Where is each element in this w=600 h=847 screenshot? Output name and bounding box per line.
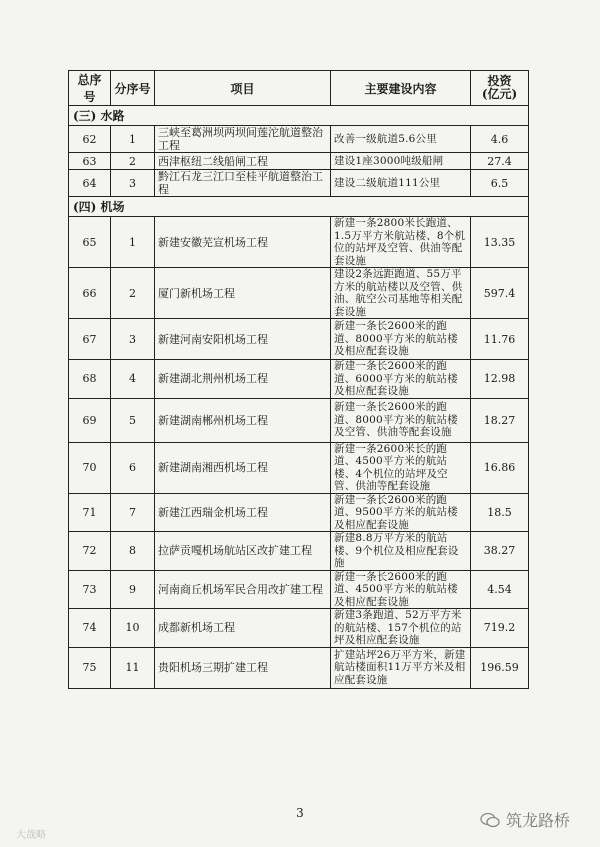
header-content: 主要建设内容 (331, 71, 471, 106)
cell-sub-no: 9 (111, 570, 155, 609)
cell-total-no: 68 (69, 360, 111, 399)
cell-invest: 18.5 (471, 493, 529, 532)
cell-invest: 38.27 (471, 532, 529, 571)
cell-sub-no: 10 (111, 609, 155, 648)
cell-content: 新建8.8万平方米的航站楼、9个机位及相应配套设施 (331, 532, 471, 571)
section-row-airport (69, 197, 529, 217)
cell-content: 新建一条长2600米的跑道、6000平方米的航站楼及相应配套设施 (331, 360, 471, 399)
cell-sub-no: 11 (111, 647, 155, 688)
watermark-left: 大战略 (16, 830, 46, 841)
table-row (69, 126, 529, 153)
table-row (69, 319, 529, 360)
cell-sub-no: 8 (111, 532, 155, 571)
cell-total-no: 74 (69, 609, 111, 648)
cell-total-no: 70 (69, 442, 111, 493)
cell-invest: 196.59 (471, 647, 529, 688)
table-row (69, 493, 529, 532)
cell-invest: 16.86 (471, 442, 529, 493)
table-row (69, 532, 529, 571)
table-row (69, 647, 529, 688)
table-row (69, 570, 529, 609)
cell-total-no: 62 (69, 126, 111, 153)
cell-invest: 18.27 (471, 398, 529, 442)
cell-content: 新建一条长2600米的跑道、9500平方米的航站楼及相应配套设施 (331, 493, 471, 532)
cell-content: 建设2条远距跑道、55万平方米的航站楼以及空管、供油、航空公司基地等相关配套设施 (331, 268, 471, 319)
cell-sub-no: 5 (111, 398, 155, 442)
cell-total-no: 69 (69, 398, 111, 442)
project-table (68, 70, 529, 689)
cell-project: 黔江石龙三江口至桂平航道整治工程 (155, 170, 331, 197)
cell-total-no: 63 (69, 153, 111, 170)
cell-project: 新建江西瑞金机场工程 (155, 493, 331, 532)
cell-project: 拉萨贡嘎机场航站区改扩建工程 (155, 532, 331, 571)
table-row (69, 170, 529, 197)
cell-sub-no: 1 (111, 217, 155, 268)
cell-project: 新建湖南郴州机场工程 (155, 398, 331, 442)
header-invest: 投资 (亿元) (471, 71, 529, 106)
cell-content: 新建一条长2600米的跑道、8000平方米的航站楼及空管、供油等配套设施 (331, 398, 471, 442)
cell-sub-no: 3 (111, 170, 155, 197)
cell-sub-no: 6 (111, 442, 155, 493)
header-total-no: 总序号 (69, 71, 111, 106)
cell-sub-no: 3 (111, 319, 155, 360)
cell-content: 新建一条2800米长跑道、1.5万平方米航站楼、8个机位的站坪及空管、供油等配套设施 (331, 217, 471, 268)
cell-project: 新建安徽芜宣机场工程 (155, 217, 331, 268)
cell-invest: 6.5 (471, 170, 529, 197)
cell-content: 建设二级航道111公里 (331, 170, 471, 197)
table-row (69, 153, 529, 170)
cell-sub-no: 1 (111, 126, 155, 153)
section-title-airport: (四) 机场 (69, 197, 529, 217)
cell-sub-no: 2 (111, 153, 155, 170)
table-row (69, 268, 529, 319)
cell-total-no: 64 (69, 170, 111, 197)
cell-project: 河南商丘机场军民合用改扩建工程 (155, 570, 331, 609)
cell-sub-no: 4 (111, 360, 155, 399)
cell-total-no: 72 (69, 532, 111, 571)
table-row (69, 360, 529, 399)
section-title-water: (三) 水路 (69, 106, 529, 126)
cell-content: 新建一条长2600米的跑道、8000平方米的航站楼及相应配套设施 (331, 319, 471, 360)
cell-sub-no: 7 (111, 493, 155, 532)
section-row-water (69, 106, 529, 126)
cell-total-no: 73 (69, 570, 111, 609)
cell-sub-no: 2 (111, 268, 155, 319)
cell-total-no: 66 (69, 268, 111, 319)
cell-invest: 13.35 (471, 217, 529, 268)
cell-project: 新建湖南湘西机场工程 (155, 442, 331, 493)
cell-content: 扩建站坪26万平方米，新建航站楼面积11万平方米及相应配套设施 (331, 647, 471, 688)
header-sub-no: 分序号 (111, 71, 155, 106)
cell-project: 新建河南安阳机场工程 (155, 319, 331, 360)
cell-project: 三峡至葛洲坝两坝间莲沱航道整治工程 (155, 126, 331, 153)
cell-invest: 719.2 (471, 609, 529, 648)
cell-total-no: 67 (69, 319, 111, 360)
cell-project: 新建湖北荆州机场工程 (155, 360, 331, 399)
cell-content: 建设1座3000吨级船闸 (331, 153, 471, 170)
watermark-right-text: 筑龙路桥 (506, 811, 571, 830)
watermark-right (480, 808, 570, 831)
wechat-icon (480, 812, 500, 828)
cell-total-no: 75 (69, 647, 111, 688)
cell-invest: 27.4 (471, 153, 529, 170)
cell-project: 西津枢纽二线船闸工程 (155, 153, 331, 170)
cell-content: 新建3条跑道、52万平方米的航站楼、157个机位的站坪及相应配套设施 (331, 609, 471, 648)
cell-total-no: 71 (69, 493, 111, 532)
page-number: 3 (296, 806, 304, 820)
cell-project: 厦门新机场工程 (155, 268, 331, 319)
cell-invest: 597.4 (471, 268, 529, 319)
cell-invest: 4.54 (471, 570, 529, 609)
cell-content: 新建一条长2600米的跑道、4500平方米的航站楼及相应配套设施 (331, 570, 471, 609)
cell-content: 新建一条2600米长的跑道、4500平方米的航站楼、4个机位的站坪及空管、供油等配套设施 (331, 442, 471, 493)
table-header-row (69, 71, 529, 106)
table-row (69, 217, 529, 268)
table-row (69, 398, 529, 442)
cell-total-no: 65 (69, 217, 111, 268)
cell-project: 贵阳机场三期扩建工程 (155, 647, 331, 688)
cell-invest: 4.6 (471, 126, 529, 153)
table-row (69, 609, 529, 648)
cell-invest: 11.76 (471, 319, 529, 360)
cell-project: 成都新机场工程 (155, 609, 331, 648)
cell-content: 改善一级航道5.6公里 (331, 126, 471, 153)
cell-invest: 12.98 (471, 360, 529, 399)
table-row (69, 442, 529, 493)
header-project: 项目 (155, 71, 331, 106)
